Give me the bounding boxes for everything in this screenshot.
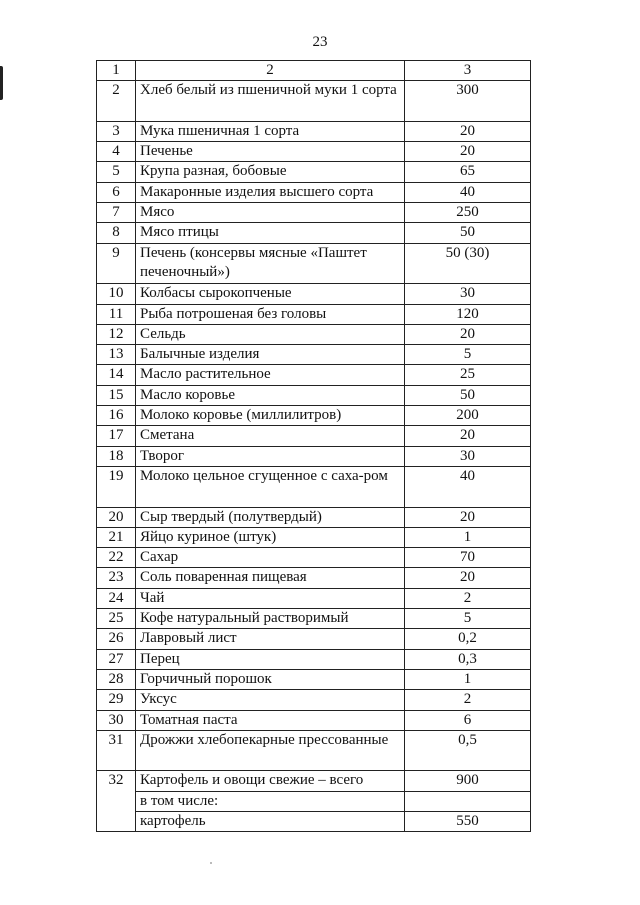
table-row	[97, 649, 531, 669]
row-number: 6	[97, 182, 136, 202]
row-name: Перец	[136, 649, 405, 669]
row-number: 11	[97, 304, 136, 324]
row-number: 23	[97, 568, 136, 588]
row-number: 9	[97, 243, 136, 284]
row-value: 30	[405, 284, 531, 304]
table-row	[97, 81, 531, 122]
row-number: 10	[97, 284, 136, 304]
row-name: Картофель и овощи свежие – всего	[136, 771, 405, 791]
row-number: 19	[97, 466, 136, 507]
subrow-value: 550	[405, 811, 531, 831]
row-value: 20	[405, 568, 531, 588]
table-row	[97, 324, 531, 344]
table-row	[97, 365, 531, 385]
row-value: 200	[405, 406, 531, 426]
row-number: 28	[97, 669, 136, 689]
row-value: 40	[405, 182, 531, 202]
row-name: Творог	[136, 446, 405, 466]
row-value: 120	[405, 304, 531, 324]
row-value: 40	[405, 466, 531, 507]
table-header-row	[97, 61, 531, 81]
row-value: 25	[405, 365, 531, 385]
row-value: 65	[405, 162, 531, 182]
row-name: Молоко цельное сгущенное с саха-ром	[136, 466, 405, 507]
row-name: Уксус	[136, 690, 405, 710]
table-row	[97, 588, 531, 608]
row-number: 26	[97, 629, 136, 649]
row-number: 24	[97, 588, 136, 608]
row-number: 3	[97, 121, 136, 141]
header-col-3: 3	[405, 61, 531, 81]
table-row	[97, 466, 531, 507]
row-name: Сельдь	[136, 324, 405, 344]
row-value: 50	[405, 223, 531, 243]
table-row	[97, 771, 531, 791]
table-row	[97, 406, 531, 426]
table-row	[97, 609, 531, 629]
row-name: Сыр твердый (полутвердый)	[136, 507, 405, 527]
row-name: Соль поваренная пищевая	[136, 568, 405, 588]
row-number: 22	[97, 548, 136, 568]
row-value: 30	[405, 446, 531, 466]
scan-edge-mark	[0, 66, 3, 100]
row-name: Крупа разная, бобовые	[136, 162, 405, 182]
table-row	[97, 669, 531, 689]
row-name: Лавровый лист	[136, 629, 405, 649]
table-row	[97, 446, 531, 466]
table-row	[97, 223, 531, 243]
table-row	[97, 203, 531, 223]
table-row	[97, 568, 531, 588]
row-name: Балычные изделия	[136, 345, 405, 365]
table-row	[97, 345, 531, 365]
table-row	[97, 426, 531, 446]
table-subrow	[97, 791, 531, 811]
row-value: 5	[405, 345, 531, 365]
row-number: 29	[97, 690, 136, 710]
row-number: 8	[97, 223, 136, 243]
row-name: Мясо	[136, 203, 405, 223]
row-value: 20	[405, 426, 531, 446]
table-subrow	[97, 811, 531, 831]
table-row	[97, 304, 531, 324]
row-name: Хлеб белый из пшеничной муки 1 сорта	[136, 81, 405, 122]
row-name: Колбасы сырокопченые	[136, 284, 405, 304]
row-value: 900	[405, 771, 531, 791]
row-number: 14	[97, 365, 136, 385]
row-value: 20	[405, 121, 531, 141]
row-number: 30	[97, 710, 136, 730]
row-value: 6	[405, 710, 531, 730]
page-number: 23	[312, 34, 328, 50]
row-number: 31	[97, 730, 136, 771]
row-value: 2	[405, 588, 531, 608]
row-value: 50 (30)	[405, 243, 531, 284]
row-value: 20	[405, 507, 531, 527]
subrow-value	[405, 791, 531, 811]
row-value: 1	[405, 527, 531, 547]
row-value: 0,3	[405, 649, 531, 669]
row-name: Масло коровье	[136, 385, 405, 405]
row-name: Яйцо куриное (штук)	[136, 527, 405, 547]
food-norms-table	[96, 60, 531, 832]
row-number: 5	[97, 162, 136, 182]
table-row	[97, 182, 531, 202]
row-number: 16	[97, 406, 136, 426]
row-value: 0,5	[405, 730, 531, 771]
row-name: Мука пшеничная 1 сорта	[136, 121, 405, 141]
table-row	[97, 527, 531, 547]
row-number: 20	[97, 507, 136, 527]
row-name: Дрожжи хлебопекарные прессованные	[136, 730, 405, 771]
row-number: 4	[97, 142, 136, 162]
row-name: Печенье	[136, 142, 405, 162]
row-value: 20	[405, 324, 531, 344]
row-number: 21	[97, 527, 136, 547]
row-number: 7	[97, 203, 136, 223]
scan-speck	[210, 862, 212, 864]
table-row	[97, 142, 531, 162]
row-number: 32	[97, 771, 136, 832]
table-row	[97, 162, 531, 182]
row-number: 27	[97, 649, 136, 669]
row-name: Молоко коровье (миллилитров)	[136, 406, 405, 426]
row-name: Рыба потрошеная без головы	[136, 304, 405, 324]
table-row	[97, 121, 531, 141]
row-value: 20	[405, 142, 531, 162]
row-name: Печень (консервы мясные «Паштет печеночный»)	[136, 243, 405, 284]
row-name: Сахар	[136, 548, 405, 568]
table-row	[97, 710, 531, 730]
row-number: 17	[97, 426, 136, 446]
table-row	[97, 730, 531, 771]
table-row	[97, 629, 531, 649]
row-value: 1	[405, 669, 531, 689]
row-number: 12	[97, 324, 136, 344]
row-name: Чай	[136, 588, 405, 608]
row-value: 300	[405, 81, 531, 122]
row-value: 50	[405, 385, 531, 405]
row-value: 2	[405, 690, 531, 710]
row-value: 0,2	[405, 629, 531, 649]
subrow-name: в том числе:	[136, 791, 405, 811]
row-name: Масло растительное	[136, 365, 405, 385]
row-value: 5	[405, 609, 531, 629]
row-number: 18	[97, 446, 136, 466]
table-row	[97, 385, 531, 405]
row-number: 13	[97, 345, 136, 365]
row-name: Кофе натуральный растворимый	[136, 609, 405, 629]
table-row	[97, 507, 531, 527]
header-col-2: 2	[136, 61, 405, 81]
table-row	[97, 243, 531, 284]
row-number: 25	[97, 609, 136, 629]
table-row	[97, 690, 531, 710]
table-row	[97, 284, 531, 304]
row-number: 15	[97, 385, 136, 405]
row-value: 250	[405, 203, 531, 223]
row-number: 2	[97, 81, 136, 122]
row-name: Мясо птицы	[136, 223, 405, 243]
row-name: Томатная паста	[136, 710, 405, 730]
subrow-name: картофель	[136, 811, 405, 831]
row-name: Сметана	[136, 426, 405, 446]
table-row	[97, 548, 531, 568]
row-name: Макаронные изделия высшего сорта	[136, 182, 405, 202]
header-col-1: 1	[97, 61, 136, 81]
row-name: Горчичный порошок	[136, 669, 405, 689]
row-value: 70	[405, 548, 531, 568]
